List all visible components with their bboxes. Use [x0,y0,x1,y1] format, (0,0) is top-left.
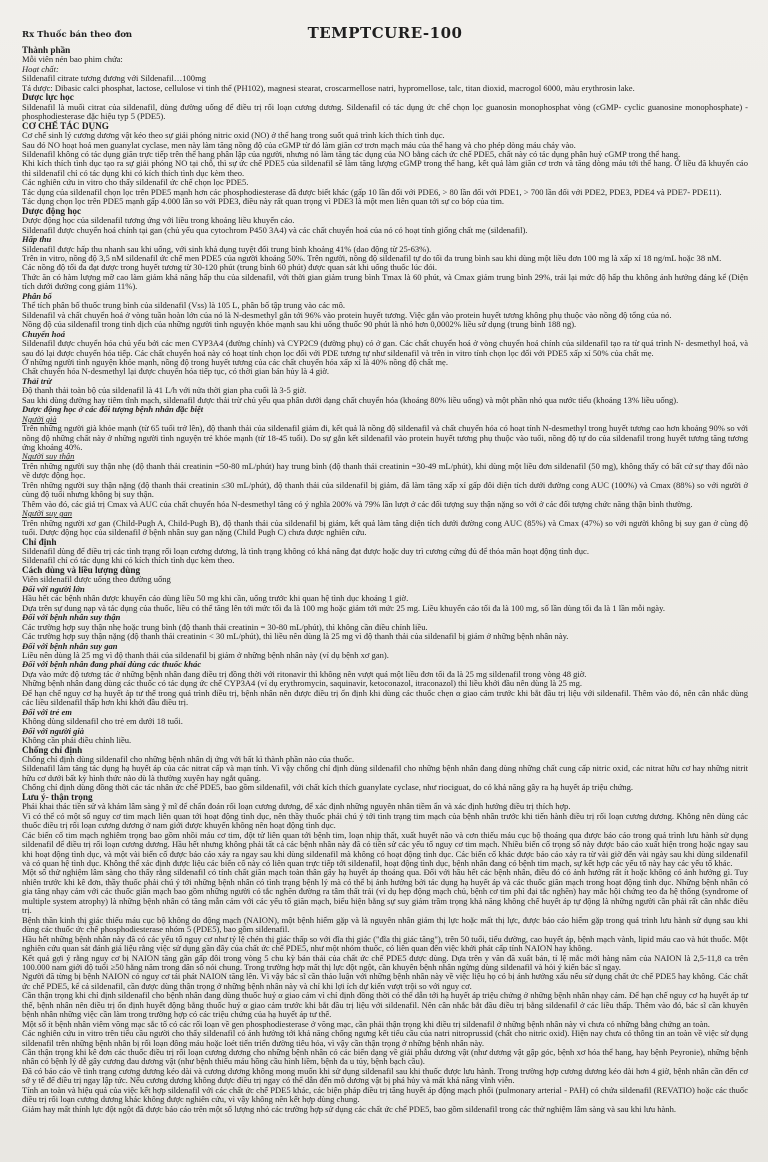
paragraph: Trên những người suy thận nặng (độ thanh thải creatinin ≤30 mL/phút), độ thanh thải của sildenafil bị giảm, đã làm tăng xấp xỉ gấp đôi diện tích dưới đường cong AUC (100%) và Cmax (88%) so với người ở cùng độ tuổi nhưng không bị suy thận. [22,479,748,500]
paragraph: Mỗi viên nén bao phim chứa: [22,54,123,65]
paragraph: Hầu hết những bệnh nhân này đã có các yếu tố nguy cơ như tỷ lệ chén thị giác thấp so với đĩa thị giác ("đĩa thị giác tăng"), trên 50 tuổi, tiểu đường, cao huyết áp, bệnh mạch vành, lipid máu cao và hút thuốc. Một nghiên cứu quan sát đánh giá liệu rằng việc sử dụng gần đây của chất ức chế PDE5, như một nhóm thuốc, có liên quan đến việc khởi phát cấp tính NAION hay không. [22,933,748,954]
section-heading: Đối với người già [22,725,85,736]
header-row [22,24,748,46]
paragraph: Sildenafil được hấp thu nhanh sau khi uống, với sinh khả dụng tuyệt đối trung bình khoảng 41% (dao động từ 25-63%). [22,243,432,254]
paragraph: Các nghiên cứu in vitro trên tiểu cầu người cho thấy sildenafil có ảnh hưởng tới khả năng chống ngưng kết tiểu cầu của natri nitroprussid (chất cho nitric oxid). Hiện nay chưa có thông tin an toàn về việc sử dụng sildenafil trên những bệnh nhân bị rối loạn đông máu hoặc loét tiến triển đường tiêu hóa, vì vậy cần thận trọng ở những bệnh nhân này. [22,1028,748,1048]
paragraph: Đã có báo cáo về tình trạng cương dương kéo dài và cương dương không mong muốn khi sử dụng sildenafil sau khi thuốc được lưu hành. Trong trường hợp cương dương kéo dài hơn 4 giờ, bệnh nhân cần đến cơ sở y tế để điều trị ngay lập tức. Nếu cương dương không được điều trị ngay có thể dẫn đến mô dương vật bị phá hủy và mất khả năng vĩnh viễn. [22,1065,748,1086]
paragraph: Ở những người tình nguyện khỏe mạnh, nồng độ trong huyết tương của các chất chuyển hóa xấp xỉ là 40% nồng độ chất mẹ. [22,356,448,367]
paragraph: Giảm hay mất thính lực đột ngột đã được báo cáo trên một số lượng nhỏ các trường hợp sử dụng các chất ức chế PDE5, bao gồm sildenafil trong các thử nghiệm lâm sàng và sau khi lưu hành. [22,1103,676,1114]
section-heading: Người suy thận [22,451,75,462]
paragraph: Kết quả gợi ý rằng nguy cơ bị NAION tăng gần gấp đôi trong vòng 5 chu kỳ bán thải của chất ức chế PDE5 được dùng. Dựa trên y văn đã xuất bản, tỉ lệ mắc mới hàng năm của NAION là 2,5-11,8 ca trên 100.000 nam giới độ tuổi ≥50 hằng năm trong dân số nói chung. Trong trường hợp mất thị lực đột ngột, cần khuyên bệnh nhân ngừng dùng sildenafil và hỏi ý kiến bác sĩ ngay. [22,952,748,972]
section-heading: Đối với bệnh nhân suy gan [22,640,118,651]
paragraph: Dựa vào mức độ tương tác ở những bệnh nhân đang điều trị đồng thời với ritonavir thì không nên vượt quá một liều đơn tối đa là 25 mg sildenafil trong vòng 48 giờ. [22,668,587,679]
section-heading: CƠ CHẾ TÁC DỤNG [22,120,109,131]
paragraph: Người đã từng bị bệnh NAION có nguy cơ tái phát NAION tăng lên. Vì vậy bác sĩ cần thảo luận với những bệnh nhân này về việc liệu họ có bị ảnh hưởng xấu nếu sử dụng chất ức chế PDE5 hay không. Các chất ức chế PDE5, kể cả sildenafil, cần được dùng thận trọng ở những bệnh nhân này và chỉ khi lợi ích dự kiến vượt trội so với nguy cơ. [22,971,748,991]
paragraph: Chất chuyển hóa N-desmethyl lại được chuyển hóa tiếp tục, có thời gian bán hủy là 4 giờ. [22,366,330,377]
paragraph: Sildenafil citrate tương đương với Sildenafil…100mg [22,73,207,84]
section-heading: Chuyển hoá [22,328,65,339]
product-name: TEMPTCURE-100 [307,24,463,42]
paragraph: Trên in vitro, nồng độ 3,5 nM sildenafil ức chế men PDE5 của người khoảng 50%. Trên người, nồng độ sildenafil tự do tối đa trung bình sau khi dùng một liều đơn 100 mg là xấp xỉ 18 ng/mL hoặc 38 nM. [22,252,722,263]
paragraph: Sildenafil chỉ có tác dụng khi có kích thích tình dục kèm theo. [22,555,235,566]
section-heading: Hoạt chất: [22,63,59,74]
paragraph: Thức ăn có hàm lượng mỡ cao làm giảm khả năng hấp thu của sildenafil, với thời gian giảm trung bình Tmax là 60 phút, và Cmax giảm trung bình 29%, trải lại mức độ hấp thu không ảnh hưởng đáng kể (Diện tích dưới đường cong giảm 11%). [22,271,748,292]
paragraph: Sildenafil làm tăng tác dụng hạ huyết áp của các nitrat cấp và mạn tính. Vì vậy chống chỉ định dùng sildenafil cho những bệnh nhân đang dùng những chất cung cấp nitric oxid, các nitrat hữu cơ hay những nitrit hữu cơ dưới bất kỳ hình thức nào dù là thường xuyên hay ngắt quãng. [22,763,748,783]
paragraph: Trên những người già khỏe mạnh (từ 65 tuổi trở lên), độ thanh thải của sildenafil giảm đi, kết quả là nồng độ sildenafil và chất chuyển hóa có hoạt tính N-desmethyl trong huyết tương cao hơn khoảng 90% so với nồng độ những chất này ở những người tình nguyện trẻ khỏe mạnh (từ 18-45 tuổi). Do sự gắn kết sildenafil vào protein huyết tương phụ thuộc vào tuổi, nồng độ tự do của sildenafil trong huyết tương tăng tương ứng khoảng 40%. [22,423,748,453]
section-heading: Phân bố [22,290,52,301]
paragraph: Nồng độ của sildenafil trong tinh dịch của những người tình nguyện khỏe mạnh sau khi uống thuốc 90 phút là nhỏ hơn 0,0002% liều sử dụng (trung bình 188 ng). [22,319,577,330]
paragraph: Các trường hợp suy thận nặng (độ thanh thải creatinin < 30 mL/phút), thì liều nên dùng là 25 mg vì độ thanh thải của sildenafil bị giảm ở những bệnh nhân này. [22,631,569,642]
paragraph: Độ thanh thải toàn bộ của sildenafil là 41 L/h với nửa thời gian pha cuối là 3-5 giờ. [22,385,307,396]
paragraph: Cần thận trọng khi chỉ định sildenafil cho bệnh nhân đang dùng thuốc huỷ α giao cảm vì chỉ định đồng thời có thể dẫn tới hạ huyết áp triệu chứng ở những bệnh nhân nhạy cảm. Để hạn chế nguy cơ hạ huyết áp tư thế, bệnh nhân nên điều trị ổn định huyết động bằng thuốc huỷ α giao cảm trước khi bắt đầu trị liệu với sildenafil. Nên cân nhắc bắt đầu điều trị bằng sildenafil ở các liều thấp. Thêm vào đó, bác sĩ cần khuyên bệnh nhân những việc cần làm trong trường hợp có các triệu chứng của hạ huyết áp tư thế. [22,990,748,1020]
paragraph: Tá dược: Dibasic calci phosphat, lactose, cellulose vi tinh thể (PH102), magnesi stearat, croscarmellose natri, hypromellose, talc, titan dioxid, macrogol 6000, màu erythrosin lake. [22,82,635,93]
section-heading: Đối với trẻ em [22,706,72,717]
paragraph: Một số thử nghiệm lâm sàng cho thấy rằng sildenafil có tính chất giãn mạch toàn thân gây hạ huyết áp thoáng qua. Đối với hầu hết các bệnh nhân, điều đó có ảnh hưởng rất ít hoặc không có ảnh hưởng gì. Tuy nhiên trước khi kê đơn, thầy thuốc phải chú ý tới những bệnh nhân có tình trạng bệnh lý mà có thể bị ảnh hưởng bởi tác dụng hạ huyết áp và các thuốc giãn mạch trong hoạt động tình dục. Những bệnh nhân có gia tăng nhạy cảm với các thuốc giãn mạch bao gồm những người có tắc nghẽn đường ra tâm thất trái (ví dụ hẹp động mạch chủ, bệnh cơ tim phì đại tắc nghẽn) hay mắc hội chứng teo đa hệ thống (syndrome of multiple system atrophy) là những bệnh nhân có tăng mẫn cảm với các yếu tố giãn mạch, biểu hiện bằng sự suy giảm trầm trọng khả năng không chế huyết áp tự động là những người cần phải rất cân nhắc điều trị. [22,867,748,916]
rx-label: Rx Thuốc bán theo đơn [22,30,133,40]
paragraph: Viên sildenafil được uống theo đường uống [22,574,171,585]
paragraph: Một số ít bệnh nhân viêm võng mạc sắc tố có các rối loạn về gen phosphodiesterase ở võng mạc, cần phải thận trọng khi điều trị sildenafil ở những bệnh nhân này vì chưa có những bằng chứng an toàn. [22,1018,710,1029]
paragraph: Liều nên dùng là 25 mg vì độ thanh thải của sildenafil bị giảm ở những bệnh nhân này (ví dụ bệnh xơ gan). [22,650,389,660]
paragraph: Khi kích thích tình dục tạo ra sự giải phóng NO tại chỗ, thì sự ức chế PDE5 của sildenafil sẽ làm tăng lượng cGMP trong thể hang, kết quả làm giãn cơ trơn và tăng dòng máu tới thể hang. Ở liều đã khuyến cáo thì sildenafil chỉ có tác dụng khi có kích thích tình dục kèm theo. [22,158,748,178]
section-heading: Hấp thu [22,234,52,245]
paragraph: Các biến cố tim mạch nghiêm trọng bao gồm nhồi máu cơ tim, đột tử liên quan tới bệnh tim, loạn nhịp thất, xuất huyết não và cơn thiếu máu cục bộ thoáng qua được báo cáo trong quá trình lưu hành sử dụng sildenafil để điều trị rối loạn cương dương. Hầu hết nhưng không phải tất cả các bệnh nhân này đã có tiền sử các yếu tố nguy cơ tim mạch. Nhiều biến cố trọng số này được báo cáo xuất hiện trong hoặc ngay sau khi hoạt động tình dục, và một vài biến cố được báo cáo xảy ra ngay sau khi dùng sildenafil mà không có hoạt động tình dục. Các biến cố khác được báo cáo xảy ra từ vài giờ đến vài ngày sau khi dùng sildenafil và có quan hệ tình dục. Không thể xác định được liệu các biến cố này có liên quan trực tiếp tới sildenafil, hoạt động tình dục, bệnh nhân đang có bệnh tim mạch, sự kết hợp các yếu tố này hay các yếu tố khác. [22,829,748,868]
paragraph: Không dùng sildenafil cho trẻ em dưới 18 tuổi. [22,716,183,727]
paragraph: Để hạn chế nguy cơ hạ huyết áp tư thế trong quá trình điều trị, bệnh nhân nên được điều trị ổn định khi dùng các thuốc chẹn α giao cảm trước khi bắt đầu trị liệu với sildenafil. Thêm vào đó, nên cân nhắc dùng các liều sildenafil thấp hơn khi khởi đầu điều trị. [22,687,748,708]
paragraph: Sildenafil dùng để điều trị các tình trạng rối loạn cương dương, là tình trạng không có khả năng đạt được hoặc duy trì cương cứng đủ để thỏa mãn hoạt động tình dục. [22,546,589,557]
paragraph: Các nghiên cứu in vitro cho thấy sildenafil ức chế chọn lọc PDE5. [22,177,249,188]
section-heading: Chỉ định [22,536,57,547]
section-heading: Đối với bệnh nhân đang phải dùng các thuốc khác [22,659,202,670]
paragraph: Sildenafil là muối citrat của sildenafil, dùng đường uống để điều trị rối loạn cương dương. Sildenafil có tác dụng ức chế chọn lọc guanosin monophosphat vòng (cGMP- cyclic guanosine monophosphate) - phosphodiesterase đặc hiệu typ 5 (PDE5). [22,101,748,122]
paragraph: Trên những người suy thận nhẹ (độ thanh thải creatinin =50-80 mL/phút) hay trung bình (độ thanh thải creatinin =30-49 mL/phút), khi dùng một liều đơn sildenafil (50 mg), không thấy có bất cứ sự thay đổi nào về dược động học. [22,460,748,481]
section-heading: Thành phần [22,45,71,55]
section-heading: Dược lực học [22,92,74,103]
paragraph: Các nồng độ tối đa đạt được trong huyết tương từ 30-120 phút (trung bình 60 phút) được quan sát khi uống thuốc lúc đói. [22,262,437,273]
section-heading: Đối với người lớn [22,583,85,594]
paragraph: Tác dụng chọn lọc trên PDE5 mạnh gấp 4.000 lần so với PDE3, điều này rất quan trọng vì PDE3 là một men liên quan tới sự co bóp của tim. [22,196,505,207]
paragraph: Dược động học của sildenafil tương ứng với liều trong khoảng liều khuyến cáo. [22,215,295,226]
section-heading: Người suy gan [22,508,73,519]
paragraph: Chống chỉ định dùng sildenafil cho những bệnh nhân dị ứng với bất kì thành phần nào của thuốc. [22,753,355,764]
section-heading: Cách dùng và liều lượng dùng [22,564,141,575]
paragraph: Dựa trên sự dung nạp và tác dụng của thuốc, liều có thể tăng lên tới mức tối đa là 100 mg hoặc giảm tới mức 25 mg. Liều khuyến cáo tối đa là 100 mg, số lần dùng tối đa là 1 lần mỗi ngày. [22,602,665,613]
paragraph: Cần thận trọng khi kê đơn các thuốc điều trị rối loạn cương dương cho những bệnh nhân có các biến dạng về giải phẫu dương vật (như dương vật gập góc, bệnh xơ hóa thể hang, hay bệnh Peyronie), những bệnh nhân có bệnh lý dễ gây cương đau dương vật (như bệnh thiếu máu hồng cầu hình liềm, bệnh đa u tủy, bệnh bạch cầu). [22,1047,748,1067]
paragraph: Sildenafil được chuyển hóa chủ yếu bởi các men CYP3A4 (đường chính) và CYP2C9 (đường phụ) có ở gan. Các chất chuyển hoá ở vòng chuyển hoá chính của sildenafil tạo ra từ quá trình N- desmethyl hoá, và sau đó lại được chuyển hóa tiếp. Các chất chuyển hoá này có hoạt tính chọn lọc đối với PDE tương tự như sildenafil và trên in vitro tính chọn lọc đối với PDE5 xấp xỉ 50% của chất mẹ. [22,338,748,358]
paragraph: Bệnh thần kinh thị giác thiếu máu cục bộ không do động mạch (NAION), một bệnh hiếm gặp và là nguyên nhân giảm thị lực hoặc mất thị lực, được báo cáo hiếm gặp trong quá trình lưu hành sử dụng sau khi dùng các thuốc ức chế phosphodiesterase nhóm 5 (PDE5), bao gồm sildenafil. [22,914,748,935]
paragraph: Chống chỉ định dùng đồng thời các tác nhân ức chế PDE5, bao gồm sildenafil, với chất kích thích guanylate cyclase, như riociguat, do có khả năng gây ra hạ huyết áp triệu chứng. [22,782,634,793]
paragraph: Không cần phải điều chỉnh liều. [22,735,132,746]
paragraph: Thêm vào đó, các giá trị Cmax và AUC của chất chuyển hóa N-desmethyl tăng có ý nghĩa 200% và 79% lần lượt ở các đối tượng suy thận nặng so với ở các đối tượng chức năng thận bình thường. [22,498,693,509]
section-heading: Người già [22,413,57,424]
section-heading: Đối với bệnh nhân suy thận [22,612,121,623]
section-heading: Thải trừ [22,375,52,386]
paragraph: Sildenafil không có tác dụng giãn trực tiếp trên thể hang phân lập của người, nhưng nó làm tăng tác dụng của NO bằng cách ức chế PDE5, chất này có tác dụng phân huỷ cGMP trong thể hang. [22,148,681,159]
paragraph: Phải khai thác tiền sử và khám lâm sàng ỹ mĩ để chẩn đoán rối loạn cương dương, để xác định những nguyên nhân tiềm ẩn và xác định hướng điều trị thích hợp. [22,801,571,812]
paragraph: Thể tích phân bố thuốc trung bình của sildenafil (Vss) là 105 L, phân bố tập trung vào các mô. [22,300,346,311]
paragraph: Tác dụng của sildenafil chọn lọc trên PDE5 mạnh hơn các phosphodiesterase đã được biết khác (gấp 10 lần đối với PDE6, > 80 lần đối với PDE1, > 700 lần đối với PDE2, PDE3, PDE4 và PDE7- PDE11). [22,186,722,197]
section-heading: Lưu ý- thận trọng [22,791,93,802]
paragraph: Sau đó NO hoạt hoá men guanylat cyclase, men này làm tăng nồng độ của cGMP từ đó làm giãn cơ trơn mạch máu của thể hang và cho phép dòng máu chảy vào. [22,139,576,150]
paragraph: Tính an toàn và hiệu quả của việc kết hợp sildenafil với các chất ức chế PDE5 khác, các biện pháp điều trị tăng huyết áp động mạch phổi (pulmonary arterial - PAH) có chứa sildenafil (REVATIO) hoặc các thuốc điều trị rối loạn cương dương khác không được nghiên cứu, vì vậy không nên kết hợp dùng chung. [22,1084,748,1105]
section-heading: Dược động học [22,205,82,216]
paragraph: Các trường hợp suy thận nhẹ hoặc trung bình (độ thanh thải creatinin = 30-80 mL/phút), thì không cần điều chỉnh liều. [22,621,428,632]
paragraph: Sildenafil và chất chuyển hoá ở vòng tuần hoàn lớn của nó là N-desmethyl gắn tới 96% vào protein huyết tương. Việc gắn vào protein huyết tương không phụ thuộc vào nồng độ tổng của nó. [22,309,672,320]
section-heading: Chống chỉ định [22,744,83,755]
section-heading: Dược động học ở các đối tượng bệnh nhân đặc biệt [22,404,204,415]
paragraph: Cơ chế sinh lý cương dương vật kéo theo sự giải phóng nitric oxid (NO) ở thể hang trong suốt quá trình kích thích tình dục. [22,130,445,141]
paragraph: Trên những người xơ gan (Child-Pugh A, Child-Pugh B), độ thanh thải của sildenafil bị giảm, kết quả làm tăng diện tích dưới đường cong AUC (85%) và Cmax (47%) so với người không bị suy gan ở cùng độ tuổi. Dược động học của sildenafil ở bệnh nhân suy gan nặng (Child Pugh C) chưa được nghiên cứu. [22,517,748,538]
leaflet-body [22,46,748,1114]
paragraph: Những bệnh nhân đang dùng các thuốc có tác dụng ức chế CYP3A4 (ví dụ erythromycin, saquinavir, ketoconazol, itraconazol) thì liều khởi đầu nên dùng là 25 mg. [22,678,583,689]
paragraph: Vì có thể có một số nguy cơ tim mạch liên quan tới hoạt động tình dục, nên thầy thuốc phải chú ý tới tình trạng tim mạch của bệnh nhân trước khi tiến hành điều trị rối loạn cương dương. Không nên dùng các thuốc điều trị rối loạn cương dương ở nam giới được khuyến không nên hoạt động tình dục. [22,810,748,831]
paragraph: Sildenafil được chuyển hoá chính tại gan (chủ yếu qua cytochrom P450 3A4) và các chất chuyển hoá của nó có hoạt tính giống chất mẹ (sildenafil). [22,224,528,235]
paragraph: Sau khi dùng đường hay tiêm tĩnh mạch, sildenafil được thải trừ chủ yếu qua phân dưới dạng chất chuyển hóa (khoảng 80% liều uống) và một phần nhỏ qua nước tiểu (khoảng 13% liều uống). [22,394,679,405]
paragraph: Hầu hết các bệnh nhân được khuyến cáo dùng liều 50 mg khi cần, uống trước khi quan hệ tình dục khoảng 1 giờ. [22,593,409,604]
